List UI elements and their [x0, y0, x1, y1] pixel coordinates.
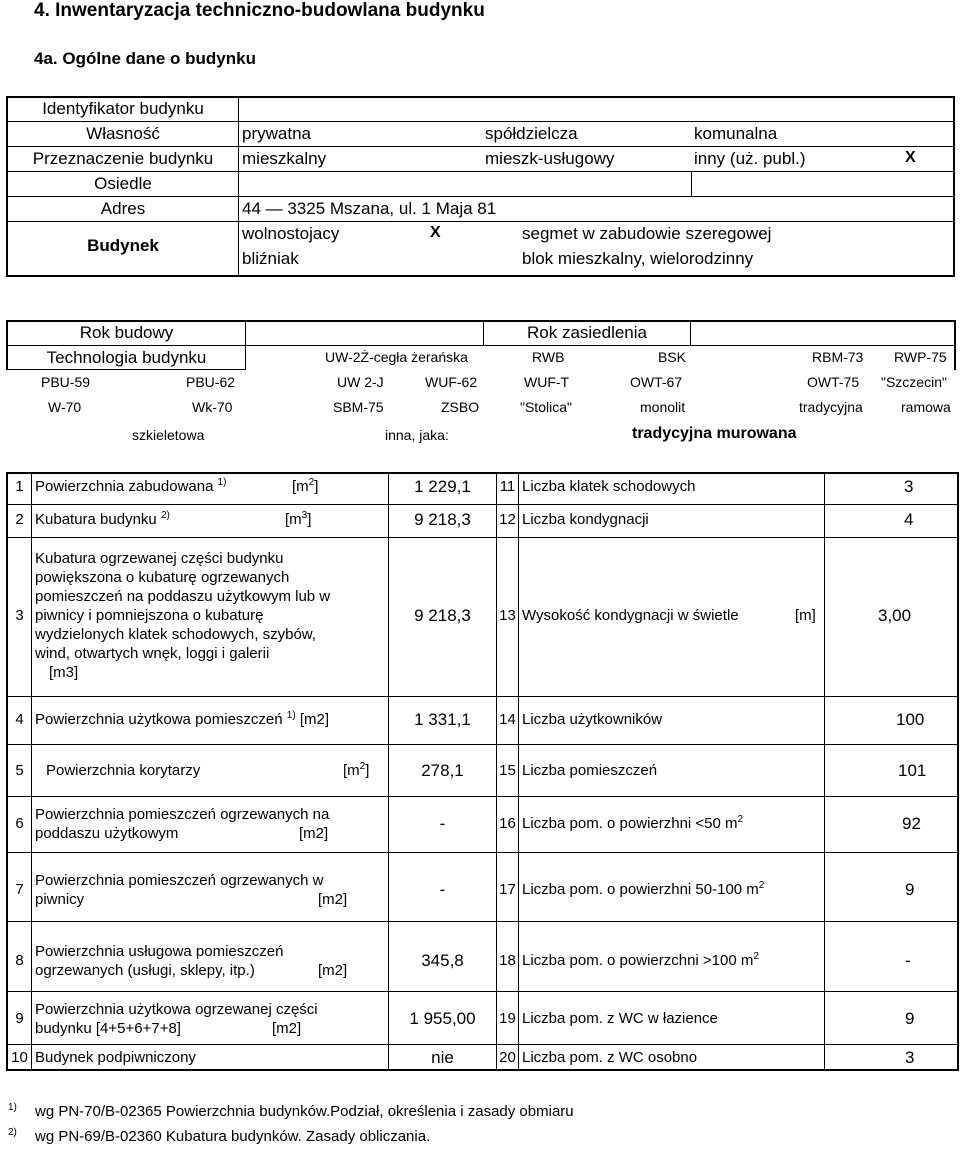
- row-value: 101: [898, 761, 927, 780]
- tech-option: SBM-75: [333, 399, 384, 415]
- row-unit: $[m^3]$: [285, 510, 312, 528]
- row-value: 9 218,3: [414, 510, 471, 529]
- tech-option: RWP-75: [894, 349, 947, 365]
- row-label: Liczba pom. o powierzhni 50-100 $m^2$: [522, 880, 765, 898]
- tech-option: UW-2Ż-cegła żerańska: [325, 349, 468, 365]
- tech-option: szkieletowa: [132, 427, 205, 443]
- year-settled-label: Rok zasiedlenia: [526, 323, 647, 342]
- row-number: 13: [499, 607, 516, 624]
- tech-option: OWT-75: [807, 374, 860, 390]
- row-value: 1 955,00: [409, 1009, 476, 1028]
- ownership-label: Własność: [86, 124, 160, 143]
- tech-option: RBM-73: [812, 349, 864, 365]
- tech-option: "Szczecin": [881, 374, 947, 390]
- tech-option: PBU-62: [186, 374, 236, 390]
- tech-option: ZSBO: [441, 399, 480, 415]
- building-mark: X: [430, 224, 441, 241]
- row-label-multiline: Powierzchnia usługowa pomieszczeń ogrzewanych (usługi, sklepy, itp.) [m2]: [35, 943, 348, 979]
- footnote-text: wg PN-70/B-02365 Powierzchnia budynków.Podział, określenia i zasady obmiaru: [35, 1103, 574, 1120]
- row-value: 1 229,1: [414, 477, 471, 496]
- tech-other-label: inna, jaka:: [385, 427, 449, 443]
- row-number: 17: [499, 881, 516, 898]
- row-label: Wysokość kondygnacji w świetle: [522, 607, 739, 624]
- tech-option: BSK: [658, 349, 687, 365]
- tech-option: tradycyjna: [799, 399, 863, 415]
- purpose-option-mixed: mieszk-usługowy: [485, 149, 615, 168]
- row-label-multiline: Kubatura ogrzewanej części budynku powiększona o kubaturę ogrzewanych pomieszczeń na poddaszu użytkowym lub w piwnicy i pomniejszona o kubaturę wydzielonych klatek schodowych, szybów, wind, otwartych wnęk, loggi i galerii [m3]: [35, 550, 331, 681]
- row-label: Liczba pom. z WC w łazience: [522, 1010, 718, 1027]
- row-number: 14: [499, 711, 516, 728]
- footnote-mark: 2): [8, 1127, 17, 1138]
- row-unit: [m]: [795, 607, 816, 624]
- tech-option: UW 2-J: [337, 374, 384, 390]
- footnote-mark: 1): [8, 1102, 17, 1113]
- row-number: 6: [15, 815, 24, 832]
- row-number: 16: [499, 815, 516, 832]
- row-number: 4: [15, 711, 24, 728]
- address-label: Adres: [100, 199, 146, 218]
- row-number: 9: [15, 1010, 24, 1027]
- row-value: 92: [902, 814, 921, 833]
- row-value: 345,8: [421, 951, 464, 970]
- row-number: 5: [15, 762, 24, 779]
- row-number: 20: [499, 1049, 516, 1066]
- purpose-option-residential: mieszkalny: [242, 149, 327, 168]
- technology-label: Technologia budynku: [46, 348, 207, 367]
- row-unit: $[m^2]$: [292, 477, 319, 495]
- row-label: Liczba pomieszczeń: [522, 762, 658, 779]
- tech-option: monolit: [640, 399, 686, 415]
- row-label: Liczba klatek schodowych: [522, 478, 696, 495]
- tech-option: RWB: [532, 349, 565, 365]
- row-label: Liczba kondygnacji: [522, 511, 649, 528]
- row-value: nie: [431, 1048, 454, 1067]
- building-option-terrace: segmet w zabudowie szeregowej: [522, 224, 772, 243]
- row-label: Kubatura budynku $^{2)}$: [35, 510, 170, 528]
- purpose-option-other: inny (uż. publ.): [694, 149, 806, 168]
- row-label: Powierzchnia użytkowa pomieszczeń $^{1)}$ [m2]: [35, 710, 330, 728]
- row-value: 1 331,1: [414, 710, 471, 729]
- tech-option: ramowa: [901, 399, 951, 415]
- row-value: 100: [896, 710, 925, 729]
- row-value: -: [905, 951, 911, 970]
- row-number: 15: [499, 762, 516, 779]
- year-built-label: Rok budowy: [79, 323, 174, 342]
- row-value: -: [439, 880, 446, 899]
- row-label-multiline: Powierzchnia pomieszczeń ogrzewanych na poddaszu użytkowym [m2]: [35, 806, 330, 842]
- row-label: Liczba pom. o powierzhni <50 $m^2$: [522, 814, 744, 832]
- ownership-option-municipal: komunalna: [694, 124, 778, 143]
- row-value: 9: [905, 1009, 915, 1028]
- row-number: 3: [15, 607, 24, 624]
- row-label: Liczba użytkowników: [522, 711, 663, 728]
- row-value: 3: [905, 1048, 915, 1067]
- building-option-block: blok mieszkalny, wielorodzinny: [522, 249, 754, 268]
- row-number: 18: [499, 952, 516, 969]
- tech-option: W-70: [48, 399, 82, 415]
- row-number: 11: [499, 478, 516, 495]
- ownership-option-private: prywatna: [242, 124, 311, 143]
- building-option-detached: wolnostojacy: [242, 224, 340, 243]
- row-number: 2: [15, 511, 24, 528]
- tech-option: WUF-T: [524, 374, 570, 390]
- building-option-semi: bliźniak: [242, 249, 299, 268]
- row-number: 7: [15, 881, 24, 898]
- section-title: 4. Inwentaryzacja techniczno-budowlana budynku: [34, 0, 485, 21]
- building-id-label: Identyfikator budynku: [42, 99, 204, 118]
- row-label-multiline: Powierzchnia użytkowa ogrzewanej części budynku [4+5+6+7+8] [m2]: [35, 1001, 318, 1037]
- row-value: 3: [904, 477, 914, 496]
- estate-label: Osiedle: [94, 174, 152, 193]
- row-value: 9: [905, 880, 915, 899]
- tech-option: "Stolica": [520, 399, 572, 415]
- purpose-label: Przeznaczenie budynku: [32, 149, 214, 168]
- row-value: 278,1: [421, 761, 464, 780]
- tech-option: OWT-67: [630, 374, 683, 390]
- row-label: Liczba pom. z WC osobno: [522, 1049, 698, 1066]
- row-number: 10: [11, 1049, 28, 1066]
- row-value: 4: [904, 510, 914, 529]
- row-number: 19: [499, 1010, 516, 1027]
- tech-option: PBU-59: [41, 374, 91, 390]
- row-number: 12: [499, 511, 516, 528]
- purpose-mark: X: [905, 149, 916, 166]
- row-label: Powierzchnia korytarzy: [46, 762, 201, 779]
- building-type-label: Budynek: [87, 236, 159, 255]
- row-number: 8: [15, 952, 24, 969]
- tech-option: WUF-62: [425, 374, 478, 390]
- address-value: 44 — 3325 Mszana, ul. 1 Maja 81: [242, 199, 497, 218]
- row-label: Liczba pom. o powierzchni >100 $m^2$: [522, 951, 759, 969]
- tech-other-value: tradycyjna murowana: [632, 425, 797, 442]
- row-label: Budynek podpiwniczony: [35, 1049, 196, 1066]
- row-value: 3,00: [878, 606, 912, 625]
- footnote-text: wg PN-69/B-02360 Kubatura budynków. Zasady obliczania.: [35, 1128, 431, 1145]
- ownership-option-coop: spółdzielcza: [485, 124, 578, 143]
- row-number: 1: [15, 478, 24, 495]
- row-value: -: [439, 814, 446, 833]
- row-label: Powierzchnia zabudowana $^{1)}$: [35, 477, 227, 495]
- row-label-multiline: Powierzchnia pomieszczeń ogrzewanych w piwnicy [m2]: [35, 872, 348, 908]
- tech-option: Wk-70: [192, 399, 233, 415]
- subsection-title: 4a. Ogólne dane o budynku: [34, 49, 256, 68]
- row-value: 9 218,3: [414, 606, 471, 625]
- row-unit: $[m^2]$: [343, 761, 370, 779]
